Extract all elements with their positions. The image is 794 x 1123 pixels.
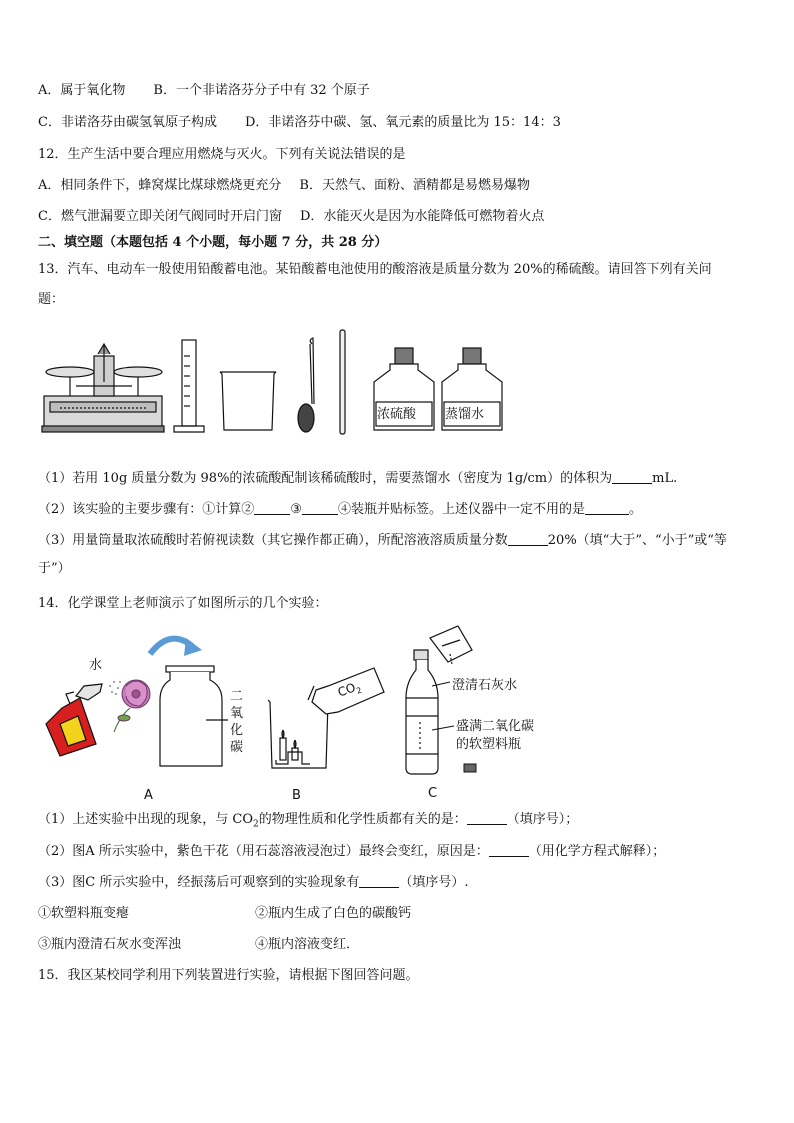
bottle-cap-icon (464, 764, 476, 772)
q14-sub3-text: （3）图C 所示实验中，经振荡后可观察到的实验现象有 (38, 875, 360, 890)
q14-stem: 14．化学课堂上老师演示了如图所示的几个实验： (38, 596, 328, 611)
spray-mist-icon (109, 681, 121, 695)
answer-blank[interactable] (467, 812, 507, 825)
q14-sub1 (38, 811, 578, 834)
q14-sub3-end: （填序号）. (399, 875, 469, 890)
beaker-icon (220, 372, 276, 430)
measuring-cylinder-icon (174, 340, 204, 432)
q12-option-b: B．天然气、面粉、酒精都是易燃易爆物 (299, 178, 530, 193)
answer-blank[interactable] (359, 875, 399, 888)
figure-label-b: B (292, 788, 301, 803)
answer-blank[interactable] (585, 502, 629, 515)
figure-label-c: C (428, 786, 438, 801)
balance-icon (42, 344, 164, 432)
q14-choice-2: ②瓶内生成了白色的碳酸钙 (255, 906, 412, 921)
label-co2-subscript: 2 (355, 685, 364, 696)
q13-sub1-unit: mL. (652, 471, 678, 486)
q15-stem: 15．我区某校同学利用下列装置进行实验，请根据下图回答问题。 (38, 968, 419, 983)
answer-blank[interactable] (508, 533, 548, 546)
q14-sub1-text2: 的物理性质和化学性质都有关的是： (258, 812, 467, 827)
glass-rod-icon (340, 330, 345, 434)
q12-options-row1 (38, 177, 530, 195)
answer-blank[interactable] (612, 471, 652, 484)
bottle2-label: 蒸馏水 (445, 407, 485, 422)
answer-blank[interactable] (302, 502, 338, 515)
q13-sub3-text: （3）用量筒量取浓硫酸时若俯视读数（其它操作都正确），所配溶液溶质质量分数 (38, 533, 508, 548)
q13-sub3-text2: 20%（填“大于”、“小于”或“等 (547, 533, 727, 548)
flower-icon (114, 680, 150, 732)
q11-option-c: C．非诺洛芬由碳氢氧原子构成 (38, 115, 217, 130)
label-limewater: 澄清石灰水 (452, 678, 518, 693)
label-co2-char: 氧 (230, 706, 244, 721)
q13-sub1 (38, 470, 677, 488)
q13-sub3-line2: 于”） (38, 561, 71, 576)
answer-blank[interactable] (254, 502, 290, 515)
gas-jar-icon (160, 666, 228, 766)
label-co2-vertical (230, 688, 244, 756)
label-co2-char: 化 (230, 723, 244, 738)
bottle1-label: 浓硫酸 (377, 407, 417, 422)
spray-bottle-icon (46, 684, 102, 756)
figure-label-a: A (144, 788, 153, 803)
q14-sub3 (38, 874, 469, 892)
q14-sub2-end: （用化学方程式解释）； (528, 844, 666, 859)
q13-sub2-text: （2）该实验的主要步骤有：①计算② (38, 502, 255, 517)
q14-choice-1: ①软塑料瓶变瘪 (38, 906, 130, 921)
q13-instruments-figure (40, 326, 510, 438)
q14-experiments-figure (40, 620, 550, 810)
q13-stem-line1: 13．汽车、电动车一般使用铅酸蓄电池。某铅酸蓄电池使用的酸溶液是质量分数为 20%的稀硫酸。请回答下列有关问 (38, 262, 712, 277)
q14-sub2 (38, 843, 665, 861)
q11-option-a: A．属于氧化物 (38, 83, 126, 98)
q14-sub1-subscript: 2 (253, 819, 259, 830)
q12-option-a: A．相同条件下，蜂窝煤比煤球燃烧更充分 (38, 178, 282, 193)
q13-stem-line2: 题： (38, 292, 65, 307)
q11-option-b: B．一个非诺洛芬分子中有 32 个原子 (153, 83, 370, 98)
q13-sub2-step3: ③ (290, 502, 302, 517)
q12-options-row2 (38, 208, 544, 226)
q11-options-row1 (38, 82, 370, 100)
answer-blank[interactable] (489, 844, 529, 857)
label-co2-text: CO (335, 680, 358, 700)
label-soft-bottle (456, 718, 534, 754)
plastic-bottle-icon (406, 650, 438, 774)
spoon-icon (298, 338, 314, 432)
label-water: 水 (89, 658, 103, 673)
q11-options-row2 (38, 114, 561, 132)
section-heading: 二、填空题（本题包括 4 个小题，每小题 7 分，共 28 分） (38, 235, 388, 250)
q13-sub1-text: （1）若用 10g 质量分数为 98%的浓硫酸配制该稀硫酸时，需要蒸馏水（密度为 1g/cm）的体积为 (38, 471, 613, 486)
label-co2-char: 二 (230, 689, 244, 704)
q12-option-c: C．燃气泄漏要立即关闭气阀同时开启门窗 (38, 209, 282, 224)
q11-option-d: D．非诺洛芬中碳、氢、氧元素的质量比为 15：14：3 (244, 115, 561, 130)
q13-sub2-end: 。 (628, 502, 642, 517)
q13-sub3 (38, 532, 727, 550)
beaker-pouring-icon (430, 626, 472, 664)
q13-sub2 (38, 501, 642, 519)
q13-sub2-text2: ④装瓶并贴标签。上述仪器中一定不用的是 (337, 502, 585, 517)
q14-choice-4: ④瓶内溶液变红． (255, 937, 360, 952)
q14-sub1-text: （1）上述实验中出现的现象，与 CO (38, 812, 254, 827)
q12-option-d: D．水能灭火是因为水能降低可燃物着火点 (299, 209, 545, 224)
label-co2-char: 碳 (230, 740, 244, 755)
q14-choice-3: ③瓶内澄清石灰水变浑浊 (38, 937, 182, 952)
label-soft-bottle-line2: 的软塑料瓶 (456, 737, 522, 752)
q12-stem: 12．生产生活中要合理应用燃烧与灭火。下列有关说法错误的是 (38, 147, 406, 162)
q14-sub1-end: （填序号）； (506, 812, 579, 827)
q14-sub2-text: （2）图A 所示实验中，紫色干花（用石蕊溶液浸泡过）最终会变红，原因是： (38, 844, 489, 859)
label-soft-bottle-line1: 盛满二氧化碳 (456, 719, 535, 734)
